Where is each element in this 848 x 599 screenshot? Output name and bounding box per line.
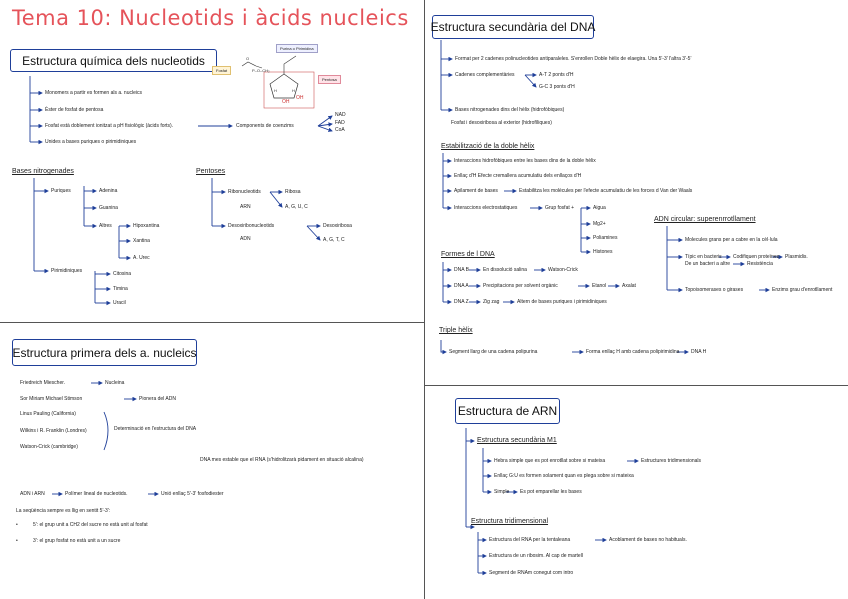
q4-heading-box: [455, 398, 560, 424]
q3-heading-box: [12, 339, 197, 366]
guanina: Guanina: [99, 205, 118, 211]
polimer-lineal: Polímer lineal de nucleotids.: [65, 491, 128, 497]
svg-text:O: O: [246, 56, 250, 61]
q2-heading: Estructura secundària del DNA: [430, 20, 596, 34]
arn-sec-1b: Estructures tridimensionals: [641, 458, 702, 464]
arn-tri-1b: Acoblament de bases no habituals.: [609, 537, 687, 543]
pionera: Pionera del ADN: [139, 396, 176, 402]
vertical-divider: [424, 0, 425, 599]
q1-item-2: Èster de fosfat de pentosa: [45, 107, 104, 113]
arn-sec-3: Simple: [494, 489, 510, 495]
dna-z-2: Altern de bases puriques i pirimidiniques: [517, 299, 607, 305]
mg2: Mg2+: [593, 221, 606, 227]
determinacio: Determinació en l'estructura del DNA: [114, 426, 197, 432]
wilkins-franklin: Wilkins i R. Franklin (Londres): [20, 428, 87, 434]
arn-sec-1: Hebra simple que es pot enrotllat sobre si mateixa: [494, 458, 606, 464]
page-title: Tema 10: Nucleotids i àcids nucleics: [12, 6, 409, 30]
estab-4: Interaccions electrostatiques: [454, 205, 518, 211]
q4-heading: Estructura de ARN: [457, 404, 558, 418]
coenz-coa: CoA: [335, 127, 345, 133]
arn-tri-3: Segment de RNAm conegut com intro: [489, 570, 574, 576]
q2-line-1: Format per 2 cadenes polinucleotides antiparaleles. S'enrollen Doble hèlix de elaegira. Una 5'-3' l'altra 3'-5': [455, 56, 692, 62]
miescher: Friedreich Miescher.: [20, 380, 66, 386]
gc-pair: G-C 3 ponts d'H: [539, 84, 575, 90]
arn-sec-2: Enllaç G:U es formen solament quan es plega sobre si mateixa: [494, 473, 634, 479]
pentosa-label: Pentosa: [318, 75, 341, 84]
q1-item-1: Monomers a partir es formen als a. nucleics: [45, 90, 142, 96]
estab-3b: Estabilitza les molècules per l'efecte acumulatiu de les forces d Van der Waals: [519, 188, 693, 194]
a-urec: A. Urec: [133, 255, 150, 261]
molecule-drawing: [212, 44, 342, 110]
ribosa: Ribosa: [285, 189, 301, 195]
left-horizontal-divider: [0, 322, 424, 323]
q3-heading: Estructura primera dels a. nucleics: [12, 345, 197, 360]
estab-1: Interaccions hidrofòbiques entre les bases dins de la doble hèlix: [454, 158, 596, 164]
q1-item-4: Unides a bases puriques o pirimidiniques: [45, 139, 137, 145]
desoxiribosa: Desoxiribosa: [323, 223, 352, 229]
arn-label: ARN: [240, 204, 251, 210]
histones: Histones: [593, 249, 613, 255]
adenina: Adenina: [99, 188, 118, 194]
ribonucleotids: Ribonucleotids: [228, 189, 261, 195]
dna-b: DNA B: [454, 267, 470, 273]
estab-3: Apilament de bases: [454, 188, 498, 194]
altres: Altres: [99, 223, 112, 229]
circ-3: Topoisomerases o girases: [685, 287, 744, 293]
adn-label: ADN: [240, 236, 251, 242]
triple-title: Triple hèlix: [439, 327, 473, 334]
arn-tri-title: Estructura tridimensional: [471, 518, 549, 525]
stimson: Sor Miriam Michael Stimson: [20, 396, 83, 402]
q2-line-2: Cadenes complementàries: [455, 72, 515, 78]
coenz-fad: FAD: [335, 120, 345, 126]
q2-line-3: Bases nitrogenades dins del hèlix (hidrofòbiques): [455, 107, 565, 113]
bases-title: Bases nitrogenades: [12, 168, 74, 175]
svg-text:P–O–CH₂: P–O–CH₂: [252, 68, 270, 73]
circ-1: Molecules grans per a cabre en la cèl·lula: [685, 237, 778, 243]
oh-label-1: OH: [282, 99, 290, 105]
dna-z-1: Zig zag: [483, 299, 500, 305]
estab-title: Estabilització de la doble hèlix: [441, 143, 535, 150]
dna-stable: DNA mes estable que el RNA (s'hidrolitzarà pidament en situació alcalina): [200, 457, 364, 463]
dna-a-1: Precipitacions per solvent orgànic: [483, 283, 558, 289]
q1-item-3: Fosfat està doblement ionitzat a pH fisiològic (àcids forts).: [45, 123, 174, 129]
arn-sec-title: Estructura secundària M1: [477, 437, 557, 444]
formes-title: Formes de l DNA: [441, 251, 495, 258]
unio-enllac: Unió enllaç 5'-3' fosfodiester: [161, 491, 224, 497]
bullet-3: •: [16, 538, 18, 544]
bullet-5: •: [16, 522, 18, 528]
uracil: Uracil: [113, 300, 126, 306]
q2-line-4: Fosfat i desoxiribosa al exterior (hidrofíliques): [451, 120, 552, 126]
adn-arn: ADN i ARN: [20, 491, 45, 497]
desoxiribonucleotids: Desoxiribonucleotids: [228, 223, 275, 229]
circ-2: Típic en bacteris: [685, 254, 722, 260]
q2-heading-box: [432, 15, 594, 39]
dna-b-1: En dissolució salina: [483, 267, 527, 273]
circ-2d: De un bacteri a altre: [685, 261, 731, 267]
circ-3b: Enzims grau d'enrotllament: [772, 287, 833, 293]
fosfat-label: Fosfat: [212, 66, 231, 75]
arn-sec-3b: Es pot emparellar les bases: [520, 489, 582, 495]
triple-1: Segment llarg de una cadena polipurina: [449, 349, 538, 355]
adn-bases: A, G, T, C: [323, 237, 345, 243]
at-pair: A-T 2 ponts d'H: [539, 72, 574, 78]
triple-2: Forma enllaç H amb cadena polipirimidina: [586, 349, 680, 355]
svg-text:H: H: [292, 88, 295, 93]
circ-2c: Plasmidis.: [785, 254, 808, 260]
grup-fosfat: Grup fosfat +: [545, 205, 575, 211]
coenzims-label: Components de coenzims: [236, 123, 294, 129]
dna-b-2: Watson-Crick: [548, 267, 578, 273]
dna-z: DNA Z: [454, 299, 469, 305]
aigua: Aigua: [593, 205, 606, 211]
triple-3: DNA H: [691, 349, 707, 355]
arn-tri-2: Estructura de un ribosim. Al cap de martell: [489, 553, 583, 559]
sequencia: La seqüència sempre es llig en sentit 5'-3':: [16, 508, 111, 514]
coenz-nad: NAD: [335, 112, 346, 118]
watson-crick: Watson-Crick (cambridge): [20, 444, 78, 450]
pentoses-title: Pentoses: [196, 168, 226, 175]
dna-a: DNA A: [454, 283, 469, 289]
poliamines: Poliamines: [593, 235, 618, 241]
nucleotide-structure-diagram: [212, 44, 342, 110]
circ-2e: Resistència: [747, 261, 773, 267]
oh-label-2: OH: [296, 95, 304, 101]
seq-3: 3': el grup fosfat no està unit a un sucre: [33, 538, 121, 544]
circ-2b: Codifiquen proteïnes: [733, 254, 780, 260]
seq-5: 5': el grup unit a CH2 del sucre no està unit al fosfat: [33, 522, 148, 528]
timina: Timina: [113, 286, 128, 292]
arn-tri-1: Estructura del RNA per la tentaleana: [489, 537, 571, 543]
nucleina: Nucleina: [105, 380, 125, 386]
xantina: Xantina: [133, 238, 150, 244]
right-horizontal-divider: [424, 385, 848, 386]
pirimidiniques-label: Pirimidiniques: [51, 268, 83, 274]
q1-heading: Estructura química dels nucleotids: [22, 53, 205, 68]
dna-a-2: Etanol: [592, 283, 607, 289]
estab-2: Enllaç d'H Efecte cremallera acumulatiu dels enllaços d'H: [454, 173, 582, 179]
hipoxantina: Hipoxantina: [133, 223, 160, 229]
q1-heading-box: [10, 49, 217, 72]
dna-a-3: Axalat: [622, 283, 636, 289]
citosina: Citosina: [113, 271, 132, 277]
purina-label: Purina o Pirimidina: [276, 44, 318, 53]
puriques-label: Puriques: [51, 188, 71, 194]
arn-bases: A, G, U, C: [285, 204, 308, 210]
pauling: Linus Pauling (California): [20, 411, 76, 417]
svg-text:H: H: [274, 88, 277, 93]
circ-title: ADN circular: superenrrotllament: [654, 216, 756, 223]
